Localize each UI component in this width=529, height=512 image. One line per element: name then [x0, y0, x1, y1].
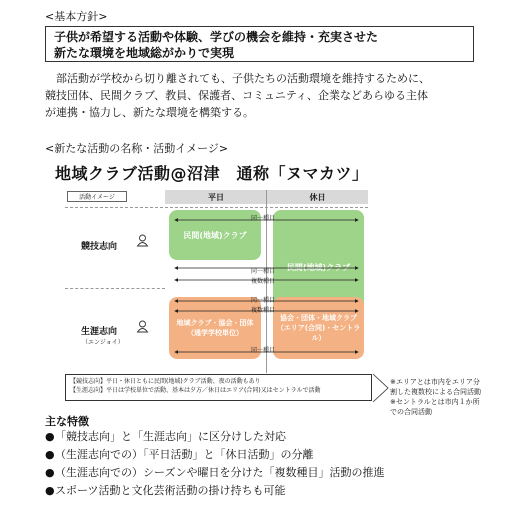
arrow-label-same-event-top: 同一種目 — [251, 215, 276, 222]
description-line-3: が連携・協力し、新たな環境を構築する。 — [45, 106, 254, 119]
feature-text: （生涯志向での）シーズンや曜日を分けた「複数種目」活動の推進 — [55, 466, 385, 479]
description — [45, 70, 485, 121]
image-section-title: 地域クラブ活動@沼津 通称「ヌマカツ」 — [55, 164, 369, 183]
policy-heading: <基本方針> — [45, 10, 108, 23]
weekday-competitive-box: 民間(地域)クラブ — [169, 210, 261, 260]
list-item — [45, 482, 515, 500]
bullet-icon: ● — [45, 466, 55, 479]
row-lifelong-label: 生涯志向 — [81, 327, 118, 337]
image-section-heading: <新たな活動の名称・活動イメージ> — [45, 142, 229, 155]
area-central-note — [390, 377, 481, 417]
description-line-2: 競技団体、民間クラブ、教員、保護者、コミュニティ、企業などあらゆる主体 — [45, 89, 429, 102]
central-note-line-2: での合同活動 — [390, 408, 432, 416]
orientation-note-line-2: 【生涯志向】平日は学校単位で活動、基本は夕方／休日はエリア(合同)又はセントラルで活動 — [70, 387, 321, 394]
feature-text: スポーツ活動と文化芸術活動の掛け持ちも可能 — [55, 484, 286, 497]
weekday-lifelong-line-2: （通学学校単位） — [187, 329, 243, 337]
arrow-label-multi-event-low: 複数種目 — [251, 307, 276, 314]
activity-diagram — [65, 187, 368, 373]
weekday-lifelong-line-1: 地域クラブ・協会・団体 — [176, 319, 254, 327]
orientation-note — [65, 374, 372, 401]
person-icon — [136, 318, 149, 331]
feature-text: 「競技志向」と「生涯志向」に区分けした対応 — [55, 430, 286, 443]
features-list — [45, 428, 515, 500]
arrow-label-same-event-low: 同一種目 — [251, 297, 276, 304]
arrow-label-same-event-mid: 同一種目 — [251, 268, 276, 275]
policy-line-2: 新たな環境を地域総がかりで実現 — [54, 46, 235, 60]
col-holiday: 休日 — [309, 193, 326, 202]
list-item — [45, 446, 515, 464]
list-item — [45, 464, 515, 482]
feature-text: （生涯志向での）「平日活動」と「休日活動」の分離 — [55, 448, 314, 461]
row-lifelong-sub: （エンジョイ） — [82, 339, 124, 346]
description-line-1: 部活動が学校から切り離されても、子供たちの活動環境を維持するために、 — [56, 72, 430, 85]
note-connector — [372, 372, 390, 404]
central-note-line-1: ※セントラルとは市内１か所 — [390, 398, 480, 406]
person-icon — [136, 232, 149, 245]
list-item — [45, 428, 515, 446]
policy-box — [45, 26, 474, 62]
features-heading: 主な特徴 — [45, 415, 89, 428]
row-competitive-label: 競技志向 — [81, 242, 118, 252]
row-divider-mid — [65, 288, 165, 290]
arrow-label-same-event-bottom: 同一種目 — [251, 347, 276, 354]
bullet-icon: ● — [45, 484, 55, 497]
policy-line-1: 子供が希望する活動や体験、学びの機会を維持・充実させた — [54, 30, 379, 44]
area-note-line-1: ※エリアとは市内をエリア分 — [390, 378, 480, 386]
holiday-lifelong-line-2: （エリア(合同)・セントラル） — [276, 324, 361, 342]
holiday-competitive-box: 民間(地域)クラブ — [273, 210, 364, 325]
orientation-note-line-1: 【競技志向】平日・休日ともに民間(地域)クラブ活動、夜の活動もあり — [70, 378, 261, 385]
area-note-line-2: 割した複数校による合同活動 — [390, 388, 481, 396]
col-weekday: 平日 — [208, 193, 224, 202]
bullet-icon: ● — [45, 430, 55, 443]
arrow-label-multi-event-mid: 複数種目 — [251, 278, 276, 285]
bullet-icon: ● — [45, 448, 55, 461]
holiday-lifelong-line-1: 協会・団体・地域クラブ — [280, 314, 357, 322]
diagram-corner-label: 活動イメージ — [67, 191, 127, 202]
